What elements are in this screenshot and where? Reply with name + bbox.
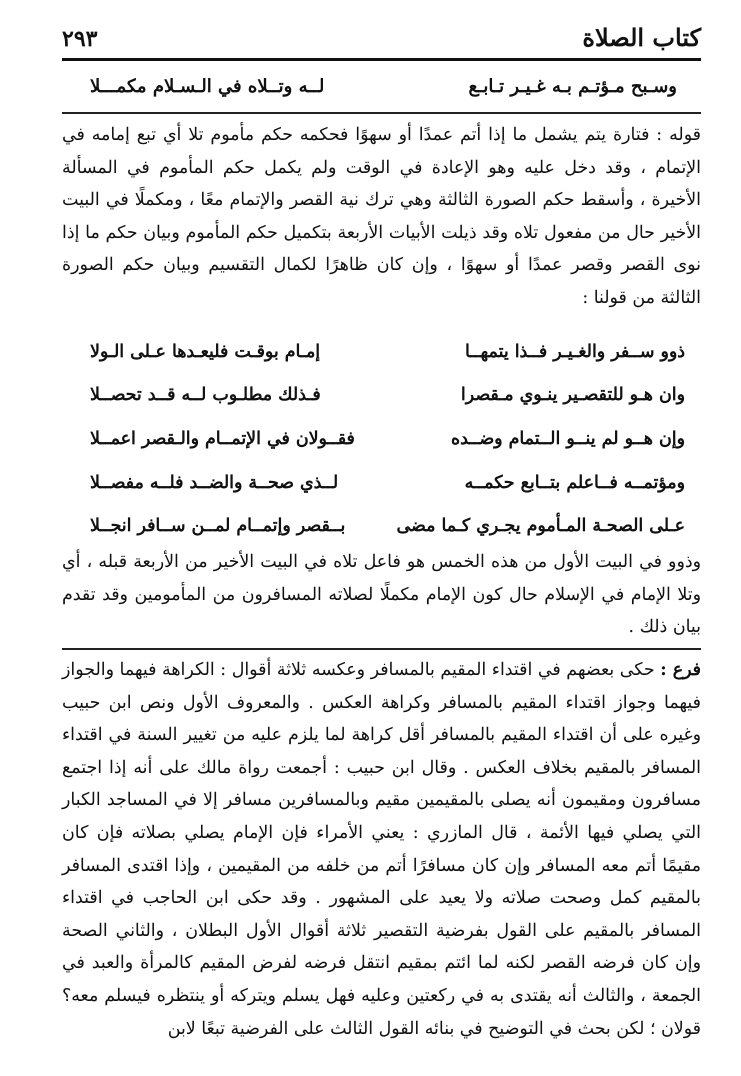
commentary-paragraph-1: قوله : فتارة يتم يشمل ما إذا أتم عمدًا أو سهوًا فحكمه حكم مأموم تلا أي تبع إمامه في الإتمام ، وقد دخل عليه وهو الإعادة في الوقت ولم يكمل حكم المأموم في المسألة الأخيرة ، وأسقط حكم الصورة الثالثة وهي ترك نية القصر والإتمام معًا ، ومكملًا في البيت الأخير حال من مفعول تلاه وقد ذيلت الأبيات الأربعة بتكميل حكم المأموم وبيان حكم ما إذا نوى القصر وقصر عمدًا أو سهوًا ، وإن كان ظاهرًا لكمال التقسيم وبيان حكم الصورة الثالثة من قولنا :: [62, 125, 701, 308]
top-verse-second-hemistich: لــه وتــلاه في الـسـلام مكمـــلا: [90, 76, 325, 97]
commentary-paragraph-3: [62, 654, 701, 1045]
page-header: [62, 18, 701, 61]
verse-second-hemistich: لــذي صحــة والضــد فلــه مفصــلا: [90, 472, 339, 493]
verse-first-hemistich: ومؤتمــه فــاعلم بتــابع حكمــه: [464, 472, 685, 493]
verse-row: [90, 417, 685, 461]
chapter-title: كتاب الصلاة: [582, 23, 701, 52]
verse-first-hemistich: عـلى الصحـة المـأموم يجـري كـما مضى: [396, 516, 685, 537]
verse-first-hemistich: وإن هــو لم ينــو الــتمام وضــده: [450, 428, 685, 449]
verse-first-hemistich: وان هـو للتقصـير ينـوي مـقصرا: [460, 385, 685, 406]
verse-block: [90, 330, 685, 548]
divider-line: [62, 112, 701, 114]
verse-row: [90, 461, 685, 505]
verse-row: [90, 330, 685, 374]
verse-second-hemistich: فـذلك مطلـوب لــه قــد تحصــلا: [90, 385, 321, 406]
verse-second-hemistich: بــقصر وإتمــام لمــن ســافر انجــلا: [90, 516, 346, 537]
commentary-paragraph-2: وذوو في البيت الأول من هذه الخمس هو فاعل تلاه في البيت الأخير من الأربعة قبله ، أي وتلا الإمام في الإسلام حال كون الإمام مكملًا لصلاته المسافرون من المأمومين وقد تقدم بيان ذلك .: [62, 552, 701, 638]
branch-label: فرع :: [660, 660, 701, 680]
page-number: ٢٩٣: [62, 26, 98, 52]
verse-row: [90, 504, 685, 548]
top-verse: [90, 76, 677, 97]
verse-second-hemistich: إمـام بوقـت فليعـدها عـلى الـولا: [90, 341, 321, 362]
top-verse-first-hemistich: وسـبح مـؤتـم بـه غـيـر تـابـع: [468, 76, 677, 97]
verse-row: [90, 374, 685, 418]
verse-first-hemistich: ذوو ســفر والغـيـر فــذا يتمهــا: [465, 341, 685, 362]
section-divider: [62, 648, 701, 650]
branch-text: حكى بعضهم في اقتداء المقيم بالمسافر وعكسه ثلاثة أقوال : الكراهة فيهما والجواز فيهما وجواز اقتداء المقيم بالمسافر وكراهة العكس . والمعروف الأول ونص ابن حبيب وغيره على أن اقتداء المقيم بالمسافر أقل كراهة لما يلزم عليه من تغيير السنة في اقتداء المسافر بالمقيم بخلاف العكس . وقال ابن حبيب : أجمعت رواة مالك على أنه إذا اجتمع مسافرون ومقيمون أنه يصلى بالمقيمين مقيم وبالمسافرين مسافر إلا في المساجد الكبار التي يصلي فيها الأئمة ، قال المازري : يعني الأمراء فإن الإمام يصلي بصلاته فإن كان مقيمًا أتم معه المسافر وإن كان مسافرًا أتم من خلفه من المقيمين ، وإذا اقتدى المسافر بالمقيم كمل وصحت صلاته ولا يعيد على المشهور . وقد حكى ابن الحاجب في اقتداء المسافر بالمقيم على القول بفرضية التقصير ثلاثة أقوال الأول البطلان ، والثاني الصحة وإن كان فرضه القصر لكنه لما ائتم بمقيم انتقل فرضه لفرض المقيم كالمرأة والعبد في الجمعة ، والثالث أنه يقتدى به في ركعتين وعليه فهل يسلم ويتركه أو ينتظره فيسلم معه؟ قولان ؛ لكن بحث في التوضيح في بنائه القول الثالث على الفرضية تبعًا لابن: [62, 660, 701, 1039]
verse-second-hemistich: فقــولان في الإتمــام والـقصر اعمــلا: [90, 428, 355, 449]
